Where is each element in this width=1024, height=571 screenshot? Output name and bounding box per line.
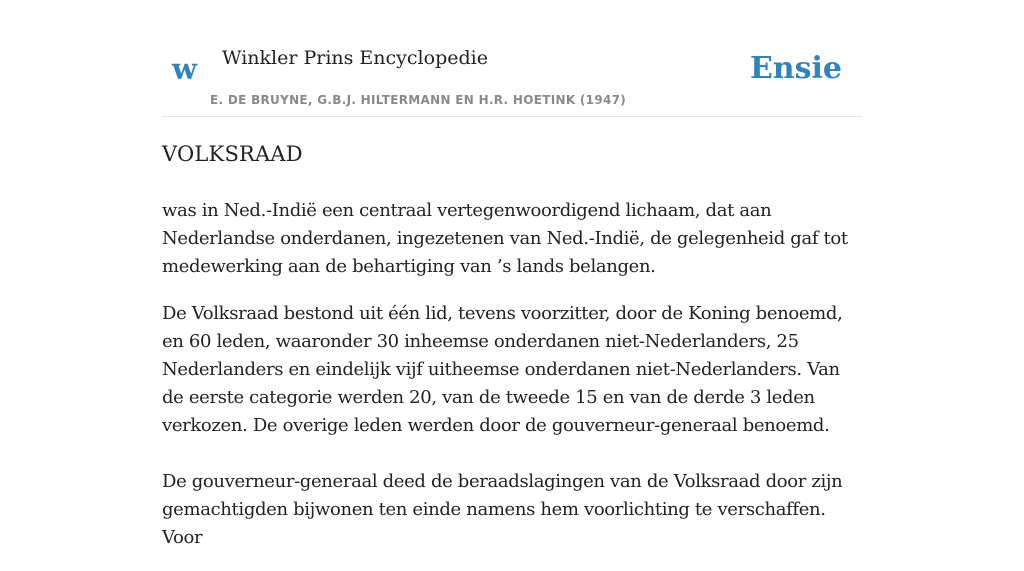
book-title[interactable]: Winkler Prins Encyclopedie: [222, 47, 488, 69]
entry-title: VOLKSRAAD: [162, 142, 303, 166]
ensie-logo[interactable]: Ensie: [749, 51, 842, 86]
winkler-prins-logo[interactable]: w: [172, 52, 197, 86]
entry-paragraph: was in Ned.-Indië een centraal vertegenwoordigend lichaam, dat aan Nederlandse onderdanen, ingezetenen van Ned.-Indië, de gelegenheid gaf tot medewerking aan de behartiging van ’s lands belangen.: [162, 200, 848, 277]
entry-content: [162, 138, 862, 571]
entry-paragraph: De Volksraad bestond uit één lid, tevens voorzitter, door de Koning benoemd, en 60 leden, waaronder 30 inheemse onderdanen niet-Nederlanders, 25 Nederlanders en eindelijk vijf uitheemse onderdanen niet-Nederlanders. Van de eerste categorie werden 20, van de tweede 15 en van de derde 3 leden verkozen. De overige leden werden door de gouverneur-generaal benoemd.: [162, 303, 843, 436]
site-header: [162, 0, 862, 117]
entry-paragraph: De gouverneur-generaal deed de beraadslagingen van de Volksraad door zijn gemachtigden bijwonen ten einde namens hem voorlichting te verschaffen. Voor: [162, 471, 843, 548]
book-authors: E. DE BRUYNE, G.B.J. HILTERMANN EN H.R. HOETINK (1947): [210, 93, 627, 107]
